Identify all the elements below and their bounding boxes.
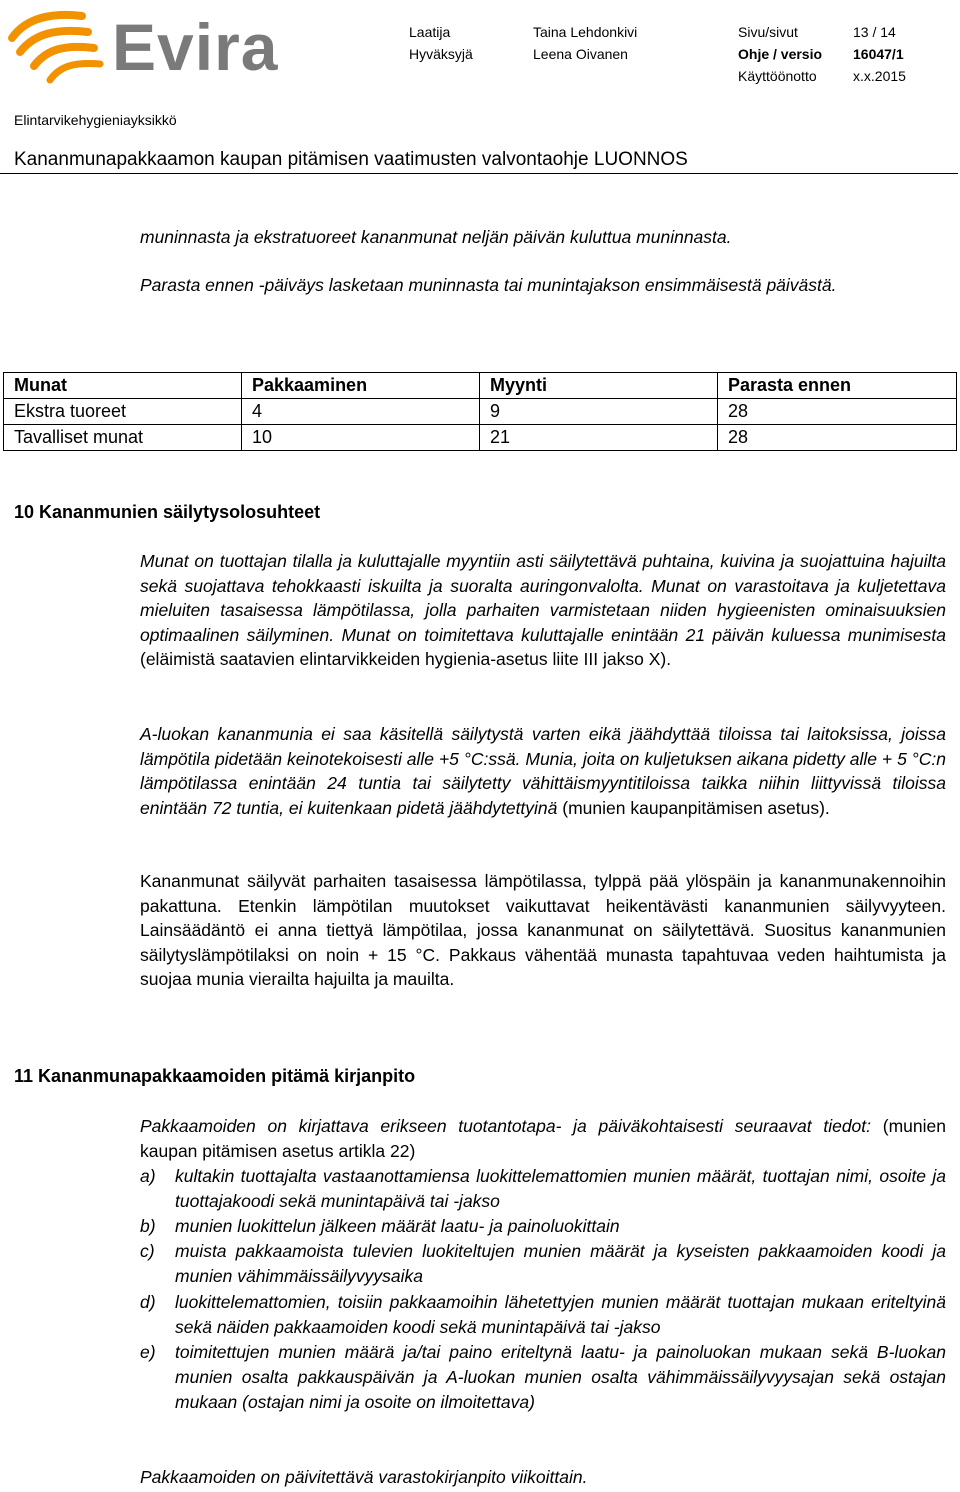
section-10-heading: 10 Kananmunien säilytysolosuhteet [14,502,321,522]
list-item-text: luokittelemattomien, toisiin pakkaamoihin lähetettyjen munien määrät tuottajan mukaan eriteltyinä sekä näiden pakkaamoiden koodi sekä munintapäivä tai -jakso [175,1292,946,1337]
evira-logo [4,4,114,89]
paragraph-text: Munat on tuottajan tilalla ja kuluttajalle myyntiin asti säilytettävä puhtaina, kuivina ja suojattuina hajuilta sekä suojattava tehokkaasti iskuilta ja suoralta auringonvalolta. Munat on varastoitava ja kuljetettava mieluiten tasaisessa lämpötilassa, jolla parhaiten varmistetaan niiden hygieenisten ominaisuuksien optimaalinen säilyminen. Munat on toimitettava kuluttajalle enintään 21 päivän kuluessa munimisesta [140,551,946,645]
document-title: Kananmunapakkaamon kaupan pitämisen vaatimusten valvontaohje LUONNOS [14,149,688,170]
list-item [140,1290,946,1340]
list-item [140,1214,946,1239]
list-marker: d) [140,1292,156,1312]
section-11-heading: 11 Kananmunapakkaamoiden pitämä kirjanpito [14,1066,416,1086]
table-cell: Tavalliset munat [4,425,242,451]
section-11-intro [140,1114,946,1163]
paragraph-text: Pakkaamoiden on kirjattava erikseen tuotantotapa- ja päiväkohtaisesti seuraavat tiedot: [140,1116,872,1136]
author-value: Taina Lehdonkivi [533,24,638,40]
egg-dates-table [3,372,957,451]
list-item-text: munien luokittelun jälkeen määrät laatu- ja painoluokittain [175,1216,620,1236]
table-header-cell: Parasta ennen [718,373,957,399]
section-10-paragraph-3: Kananmunat säilyvät parhaiten tasaisessa lämpötilassa, tylppä pää ylöspäin ja kananmunakennoihin pakattuna. Etenkin lämpötilan muutokset vaikuttavat heikentävästi kananmunien säilyvyyteen. Lainsäädäntö ei anna tiettyä lämpötilaa, jossa kananmunat on säilytettävä. Suositus kananmunien säilytyslämpötilaksi on noin + 15 °C. Pakkaus vähentää munasta tapahtuvaa veden haihtumista ja suojaa munia vierailta hajuilta ja mauilta. [140,871,946,990]
legal-reference: (munien kaupan pitämisen asetus artikla 22) [140,1116,946,1161]
author-label: Laatija [409,24,451,40]
list-item-text: toimitettujen munien määrä ja/tai paino eriteltynä laatu- ja painoluokan mukaan sekä B-luokan munien osalta pakkauspäivän ja A-luokan munien osalta vähimmäissäilyvyysajan sekä ostajan mukaan (ostajan nimi ja osoite on ilmoitettava) [175,1342,946,1412]
list-item-text: muista pakkaamoista tulevien luokiteltujen munien määrät ja kyseisten pakkaamoiden koodi ja munien vähimmäissäilyvyysaika [175,1241,946,1286]
list-marker: b) [140,1216,156,1236]
table-header-cell: Munat [4,373,242,399]
page-value: 13 / 14 [853,24,896,40]
table-row [4,425,957,451]
legal-reference: (eläimistä saatavien elintarvikkeiden hygienia-asetus liite III jakso X). [140,649,672,670]
table-cell: 21 [480,425,718,451]
logo-wordmark: Evira [112,10,279,84]
version-value: 16047/1 [853,46,904,62]
approver-label: Hyväksyjä [409,46,473,62]
version-label: Ohje / versio [738,46,823,62]
section-10-paragraph-1 [140,549,946,672]
list-marker: c) [140,1241,155,1261]
table-cell: 4 [242,399,480,425]
list-item [140,1164,946,1214]
table-row [4,399,957,425]
table-header-cell: Myynti [480,373,718,399]
page-label: Sivu/sivut [738,24,798,40]
evira-logo-mark-icon [4,4,114,84]
table-cell: 10 [242,425,480,451]
paragraph-text: A-luokan kananmunia ei saa käsitellä säilytystä varten eikä jäähdyttää tiloissa tai laitoksissa, joissa lämpötila pidetään keinotekoisesti alle +5 °C:ssä. Munia, joita on kuljetuksen aikana pidetty alle + 5 °C:n lämpötilassa enintään 24 tuntia tai säilytetty vähittäismyyntitiloissa taikka niihin liittyvissä tiloissa enintään 72 tuntia, ei kuitenkaan pidetä jäähdytettyinä [140,724,946,818]
intro-paragraph-2: Parasta ennen -päiväys lasketaan muninnasta tai munintajakson ensimmäisestä päivästä. [140,275,837,295]
table-cell: 9 [480,399,718,425]
adoption-value: x.x.2015 [853,68,906,84]
table-header-row [4,373,957,399]
list-item [140,1340,946,1415]
table-cell: 28 [718,399,957,425]
list-item [140,1239,946,1289]
section-10-paragraph-2 [140,722,946,820]
unit-name: Elintarvikehygieniayksikkö [14,112,177,128]
list-item-text: kultakin tuottajalta vastaanottamiensa luokittelemattomien munien määrät, tuottajan nimi, osoite ja tuottajakoodi sekä munintapäivä tai -jakso [175,1166,946,1211]
list-marker: e) [140,1342,156,1362]
approver-value: Leena Oivanen [533,46,628,62]
legal-reference: (munien kaupanpitämisen asetus). [562,797,830,818]
intro-paragraph-1: muninnasta ja ekstratuoreet kananmunat neljän päivän kuluttua muninnasta. [140,227,732,247]
closing-paragraph: Pakkaamoiden on päivitettävä varastokirjanpito viikoittain. [140,1467,588,1487]
adoption-label: Käyttöönotto [738,68,817,84]
header-divider [0,173,958,174]
table-header-cell: Pakkaaminen [242,373,480,399]
table-cell: 28 [718,425,957,451]
table-cell: Ekstra tuoreet [4,399,242,425]
list-marker: a) [140,1166,156,1186]
